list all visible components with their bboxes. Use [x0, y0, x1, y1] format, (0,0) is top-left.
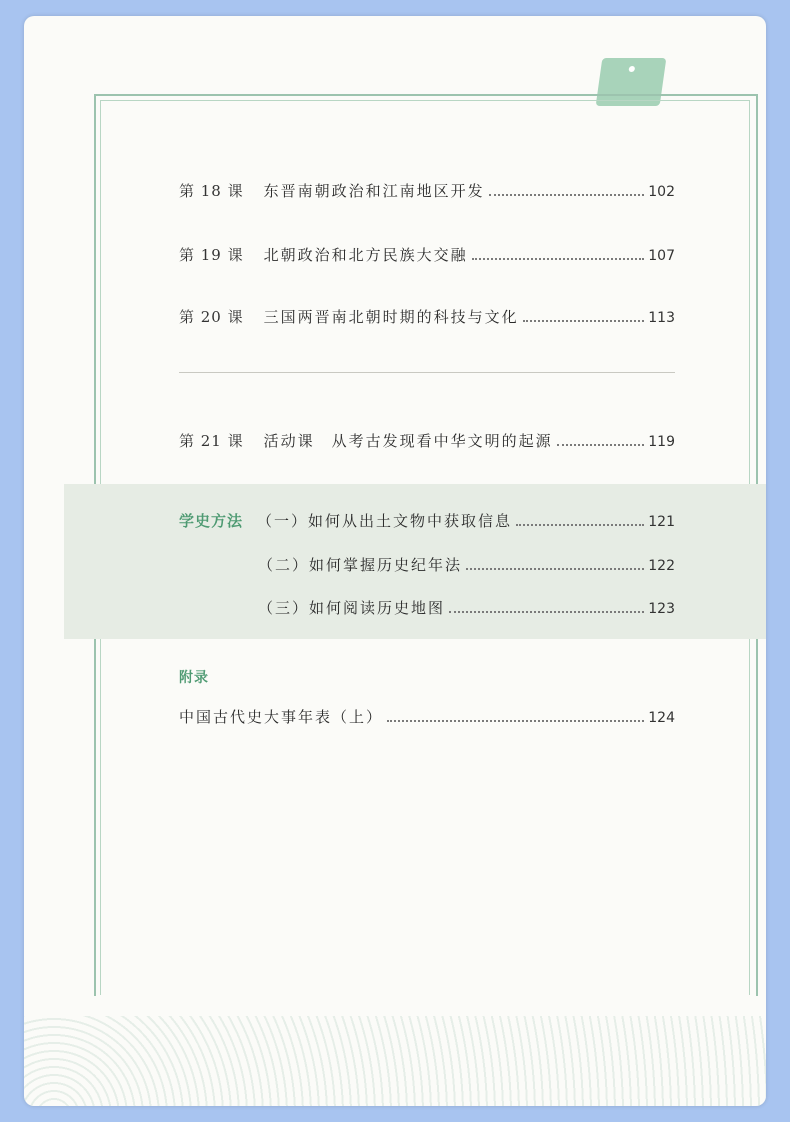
method-title: （一）如何从出土文物中获取信息 [257, 512, 513, 530]
lesson-number: 第 19 课 [179, 246, 244, 264]
toc-entry-lesson-20[interactable] [179, 306, 675, 327]
method-title: （三）如何阅读历史地图 [258, 599, 446, 617]
lesson-title: 北朝政治和北方民族大交融 [263, 246, 468, 264]
lesson-number: 第 21 课 [179, 432, 244, 450]
toc-entry-method-1[interactable] [179, 510, 675, 531]
appendix-title: 中国古代史大事年表（上） [179, 708, 384, 726]
method-title: （二）如何掌握历史纪年法 [258, 556, 463, 574]
toc-entry-lesson-21[interactable] [179, 430, 675, 451]
lesson-title: 三国两晋南北朝时期的科技与文化 [263, 308, 519, 326]
page-number: 107 [648, 248, 675, 264]
toc-entry-appendix-1[interactable] [179, 706, 675, 727]
toc-entry-lesson-19[interactable] [179, 244, 675, 265]
methods-section-label: 学史方法 [179, 512, 244, 530]
page-number: 121 [648, 514, 675, 530]
lesson-title: 东晋南朝政治和江南地区开发 [263, 182, 485, 200]
lesson-title: 活动课 从考古发现看中华文明的起源 [263, 432, 553, 450]
lesson-number: 第 18 课 [179, 182, 244, 200]
dot-leader [472, 258, 645, 260]
toc-entry-method-3[interactable] [258, 597, 675, 618]
page-number: 123 [648, 601, 675, 617]
dot-leader [523, 320, 645, 322]
dot-leader [489, 194, 645, 196]
page-number: 119 [648, 434, 675, 450]
page-number: 122 [648, 558, 675, 574]
dot-leader [466, 568, 644, 570]
wave-pattern-decoration [24, 1016, 766, 1106]
tab-hole-icon [628, 66, 635, 72]
dot-leader [557, 444, 645, 446]
section-divider [179, 372, 675, 373]
page-number: 124 [648, 710, 675, 726]
toc-entry-lesson-18[interactable] [179, 180, 675, 201]
appendix-label: 附录 [179, 670, 209, 686]
toc-entry-method-2[interactable] [258, 554, 675, 575]
page-number: 113 [648, 310, 675, 326]
dot-leader [449, 611, 644, 613]
lesson-number: 第 20 课 [179, 308, 244, 326]
dot-leader [516, 524, 644, 526]
page-number: 102 [648, 184, 675, 200]
book-page [24, 16, 766, 1106]
dot-leader [387, 720, 644, 722]
